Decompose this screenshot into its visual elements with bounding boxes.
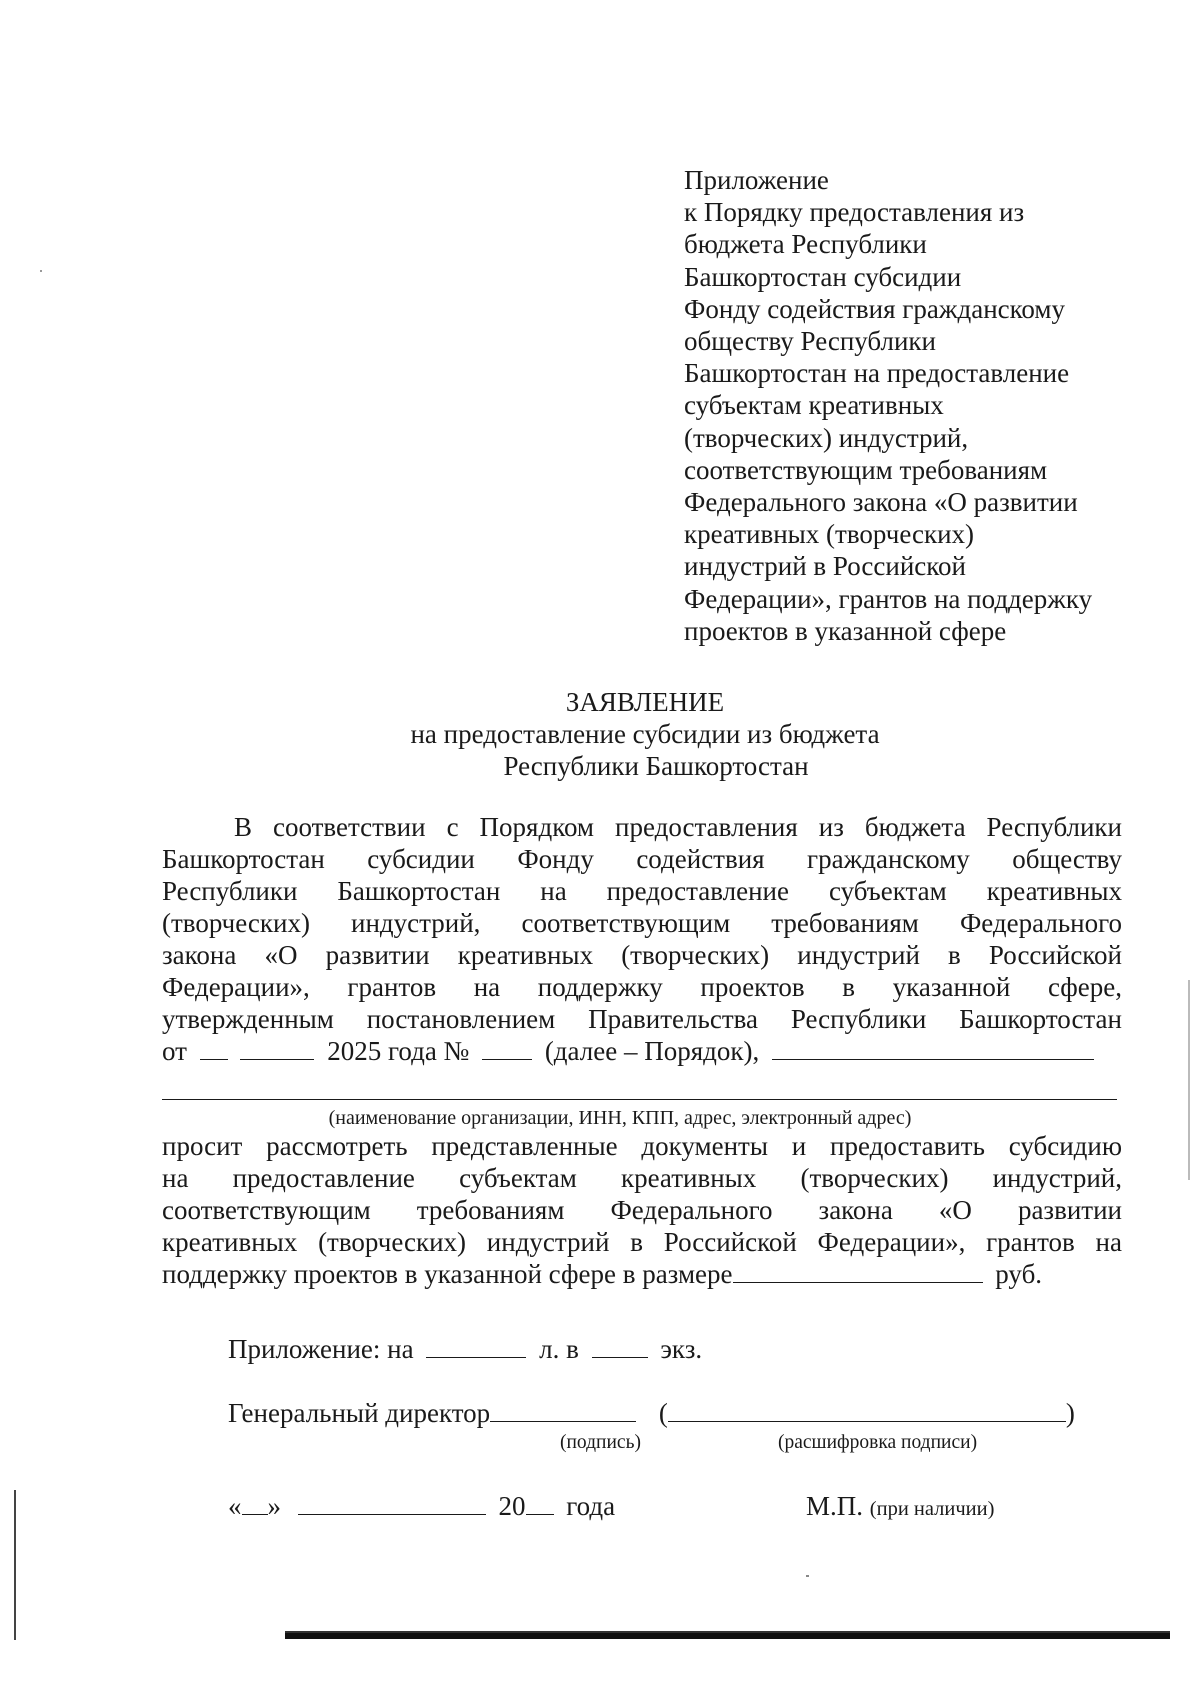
- appendix-line: к Порядку предоставления из: [684, 197, 1025, 228]
- scan-speck: [806, 1575, 809, 1577]
- date-month-blank[interactable]: [298, 1492, 486, 1515]
- pages-unit: л. в: [539, 1334, 579, 1364]
- appendix-line: обществу Республики: [684, 326, 936, 357]
- appendix-line: индустрий в Российской: [684, 551, 966, 582]
- amount-blank[interactable]: [733, 1260, 983, 1283]
- year-suffix: года: [566, 1491, 616, 1521]
- document-title: [0, 686, 1200, 782]
- scan-edge-mark: [1188, 980, 1190, 1180]
- paragraph-line: просит рассмотреть представленные документы и предоставить субсидию: [162, 1131, 1122, 1161]
- organization-line[interactable]: [162, 1099, 1117, 1100]
- appendix-line: бюджета Республики: [684, 229, 927, 260]
- appendix-line: Федерации», грантов на поддержку: [684, 583, 1093, 614]
- signature-caption: (подпись): [560, 1432, 641, 1453]
- attachment-row: [228, 1333, 702, 1365]
- appendix-line: Приложение: [684, 165, 829, 195]
- order-reference: (далее – Порядок),: [544, 1036, 760, 1066]
- signature-row: [228, 1397, 1075, 1429]
- date-row: [228, 1490, 615, 1522]
- paragraph-line: Башкортостан субсидии Фонду содействия гражданскому обществу: [162, 844, 1122, 874]
- position-label: Генеральный директор: [228, 1398, 491, 1428]
- title-heading: ЗАЯВЛЕНИЕ: [565, 687, 725, 717]
- main-paragraph: [162, 811, 1122, 1067]
- signature-blank[interactable]: [490, 1399, 636, 1422]
- appendix-line: (творческих) индустрий,: [684, 422, 969, 453]
- number-blank[interactable]: [482, 1037, 532, 1060]
- amount-prefix: поддержку проектов в указанной сфере в размере: [162, 1259, 733, 1289]
- appendix-line: креативных (творческих): [684, 519, 975, 550]
- stamp-row: [806, 1490, 994, 1525]
- paragraph-line-with-blanks: [162, 1258, 1122, 1290]
- year-blank[interactable]: [526, 1492, 554, 1515]
- title-subtitle: Республики Башкортостан: [503, 751, 809, 781]
- paragraph-line: закона «О развитии креативных (творческих) индустрий в Российской: [162, 940, 1122, 970]
- stamp-label: М.П.: [806, 1491, 864, 1521]
- request-paragraph: [162, 1130, 1122, 1290]
- paragraph-line: утвержденным постановлением Правительства Республики Башкортостан: [162, 1004, 1122, 1034]
- currency-unit: руб.: [995, 1259, 1043, 1289]
- month-blank[interactable]: [240, 1037, 314, 1060]
- organization-caption: (наименование организации, ИНН, КПП, адрес, электронный адрес): [328, 1107, 912, 1129]
- appendix-line: проектов в указанной сфере: [684, 615, 1007, 646]
- close-quote: »: [267, 1491, 281, 1521]
- scan-edge-mark: [14, 1490, 16, 1640]
- open-paren: (: [658, 1398, 668, 1428]
- appendix-line: Башкортостан субсидии: [684, 261, 962, 292]
- paragraph-line-with-blanks: [162, 1035, 1122, 1067]
- date-day-blank[interactable]: [242, 1492, 268, 1515]
- signature-decode-caption: (расшифровка подписи): [778, 1432, 978, 1453]
- appendix-line: Фонду содействия гражданскому: [684, 293, 1065, 324]
- year-prefix: 20: [498, 1491, 526, 1521]
- date-prefix: от: [162, 1036, 187, 1066]
- attachment-label: Приложение: на: [228, 1334, 414, 1364]
- appendix-line: соответствующим требованиям: [684, 454, 1048, 485]
- close-paren: ): [1065, 1398, 1075, 1428]
- scan-speck: [40, 270, 42, 272]
- copies-blank[interactable]: [592, 1335, 648, 1358]
- stamp-note: (при наличии): [869, 1498, 995, 1520]
- scan-edge-bar: [285, 1633, 1170, 1639]
- organization-blank[interactable]: [772, 1037, 1094, 1060]
- year-text: 2025 года №: [327, 1036, 470, 1066]
- pages-blank[interactable]: [426, 1335, 526, 1358]
- paragraph-line: В соответствии с Порядком предоставления из бюджета Республики: [234, 812, 1122, 842]
- copies-unit: экз.: [660, 1334, 703, 1364]
- appendix-line: Федерального закона «О развитии: [684, 487, 1078, 518]
- paragraph-line: Республики Башкортостан на предоставление субъектам креативных: [162, 876, 1122, 906]
- open-quote: «: [228, 1491, 242, 1521]
- appendix-reference: [684, 164, 1154, 647]
- paragraph-line: соответствующим требованиям Федерального закона «О развитии: [162, 1195, 1122, 1225]
- paragraph-line: на предоставление субъектам креативных (творческих) индустрий,: [162, 1163, 1122, 1193]
- day-blank[interactable]: [200, 1037, 228, 1060]
- paragraph-line: креативных (творческих) индустрий в Российской Федерации», грантов на: [162, 1227, 1122, 1257]
- paragraph-line: (творческих) индустрий, соответствующим требованиям Федерального: [162, 908, 1122, 938]
- signature-decode-blank[interactable]: [668, 1399, 1066, 1422]
- appendix-line: субъектам креативных: [684, 390, 944, 421]
- paragraph-line: Федерации», грантов на поддержку проектов в указанной сфере,: [162, 972, 1122, 1002]
- title-subtitle: на предоставление субсидии из бюджета: [410, 719, 880, 749]
- appendix-line: Башкортостан на предоставление: [684, 358, 1070, 389]
